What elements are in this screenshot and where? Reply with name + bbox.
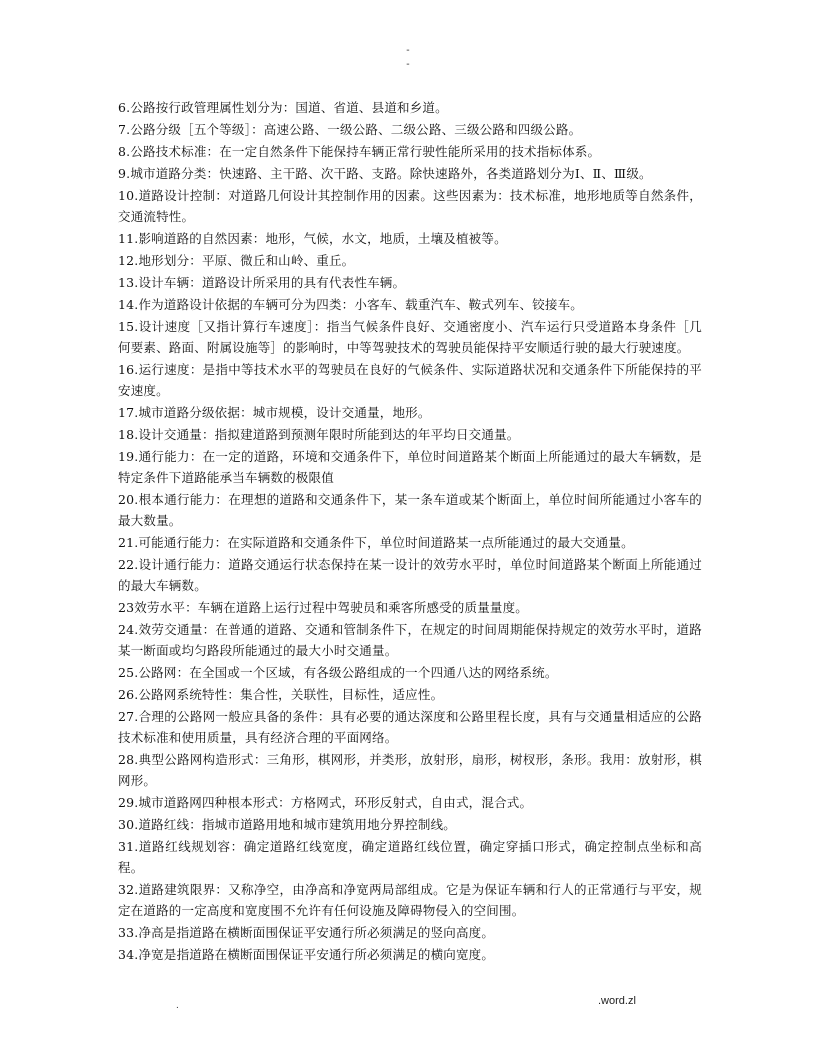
definition-paragraph: 31.道路红线规划容：确定道路红线宽度，确定道路红线位置，确定穿插口形式，确定控制点坐标和高程。 (118, 839, 702, 875)
document-body (118, 97, 702, 966)
definition-paragraph: 34.净宽是指道路在横断面围保证平安通行所必须满足的横向宽度。 (118, 947, 495, 962)
header-dash-bottom: - (406, 59, 410, 70)
definition-paragraph: 28.典型公路网构造形式：三角形，棋网形，并类形，放射形，扇形，树杈形，条形。我用：放射形，棋网形。 (118, 752, 702, 788)
definition-paragraph: 16.运行速度：是指中等技术水平的驾驶员在良好的气候条件、实际道路状况和交通条件下所能保持的平安速度。 (118, 362, 702, 398)
definition-paragraph: 11.影响道路的自然因素：地形，气候，水文，地质，土壤及植被等。 (118, 231, 507, 246)
definition-paragraph: 26.公路网系统特性：集合性，关联性，目标性，适应性。 (118, 687, 444, 702)
definition-paragraph: 20.根本通行能力：在理想的道路和交通条件下，某一条车道或某个断面上，单位时间所能通过小客车的最大数量。 (118, 492, 702, 528)
definition-paragraph: 27.合理的公路网一般应具备的条件：具有必要的通达深度和公路里程长度，具有与交通量相适应的公路技术标准和使用质量，具有经济合理的平面网络。 (118, 709, 702, 745)
definition-paragraph: 21.可能通行能力：在实际道路和交通条件下，单位时间道路某一点所能通过的最大交通量。 (118, 535, 634, 550)
definition-paragraph: 33.净高是指道路在横断面围保证平安通行所必须满足的竖向高度。 (118, 925, 495, 940)
definition-paragraph: 19.通行能力：在一定的道路，环境和交通条件下，单位时间道路某个断面上所能通过的最大车辆数，是特定条件下道路能承当车辆数的极限值 (118, 449, 702, 485)
definition-paragraph: 18.设计交通量：指拟建道路到预测年限时所能到达的年平均日交通量。 (118, 427, 520, 442)
definition-paragraph: 22.设计通行能力：道路交通运行状态保持在某一设计的效劳水平时，单位时间道路某个断面上所能通过的最大车辆数。 (118, 557, 702, 593)
definition-paragraph: 14.作为道路设计依据的车辆可分为四类：小客车、载重汽车、鞍式列车、铰接车。 (118, 297, 583, 312)
header-mark (402, 44, 414, 72)
footer-left-mark: . (176, 1000, 179, 1011)
header-dash-top: - (406, 45, 410, 56)
definition-paragraph: 15.设计速度［又指计算行车速度］：指当气候条件良好、交通密度小、汽车运行只受道路本身条件［几何要素、路面、附属设施等］的影响时，中等驾驶技术的驾驶员能保持平安顺适行驶的最大行驶速度。 (118, 319, 702, 355)
definition-paragraph: 23效劳水平：车辆在道路上运行过程中驾驶员和乘客所感受的质量量度。 (118, 600, 529, 615)
definition-paragraph: 30.道路红线：指城市道路用地和城市建筑用地分界控制线。 (118, 817, 456, 832)
definition-paragraph: 8.公路技术标准：在一定自然条件下能保持车辆正常行驶性能所采用的技术指标体系。 (118, 144, 601, 159)
definition-paragraph: 9.城市道路分类：快速路、主干路、次干路、支路。除快速路外，各类道路划分为Ⅰ、Ⅱ、Ⅲ级。 (118, 166, 652, 181)
definition-paragraph: 32.道路建筑限界：又称净空，由净高和净宽两局部组成。它是为保证车辆和行人的正常通行与平安，规定在道路的一定高度和宽度围不允许有任何设施及障碍物侵入的空间围。 (118, 882, 702, 918)
definition-paragraph: 12.地形划分：平原、微丘和山岭、重丘。 (118, 253, 355, 268)
definition-paragraph: 10.道路设计控制：对道路几何设计其控制作用的因素。这些因素为：技术标准，地形地质等自然条件，交通流特性。 (118, 188, 702, 224)
definition-paragraph: 24.效劳交通量：在普通的道路、交通和管制条件下，在规定的时间周期能保持规定的效劳水平时，道路某一断面或均匀路段所能通过的最大小时交通量。 (118, 622, 702, 658)
definition-paragraph: 7.公路分级［五个等级］：高速公路、一级公路、二级公路、三级公路和四级公路。 (118, 122, 582, 137)
definition-paragraph: 29.城市道路网四种根本形式：方格网式，环形反射式，自由式，混合式。 (118, 795, 533, 810)
definition-paragraph: 6.公路按行政管理属性划分为：国道、省道、县道和乡道。 (118, 100, 448, 115)
definition-paragraph: 25.公路网：在全国或一个区域，有各级公路组成的一个四通八达的网络系统。 (118, 665, 558, 680)
definition-paragraph: 17.城市道路分级依据：城市规模，设计交通量，地形。 (118, 405, 431, 420)
definition-paragraph: 13.设计车辆：道路设计所采用的具有代表性车辆。 (118, 275, 406, 290)
footer-source-text: .word.zl (598, 995, 636, 1007)
